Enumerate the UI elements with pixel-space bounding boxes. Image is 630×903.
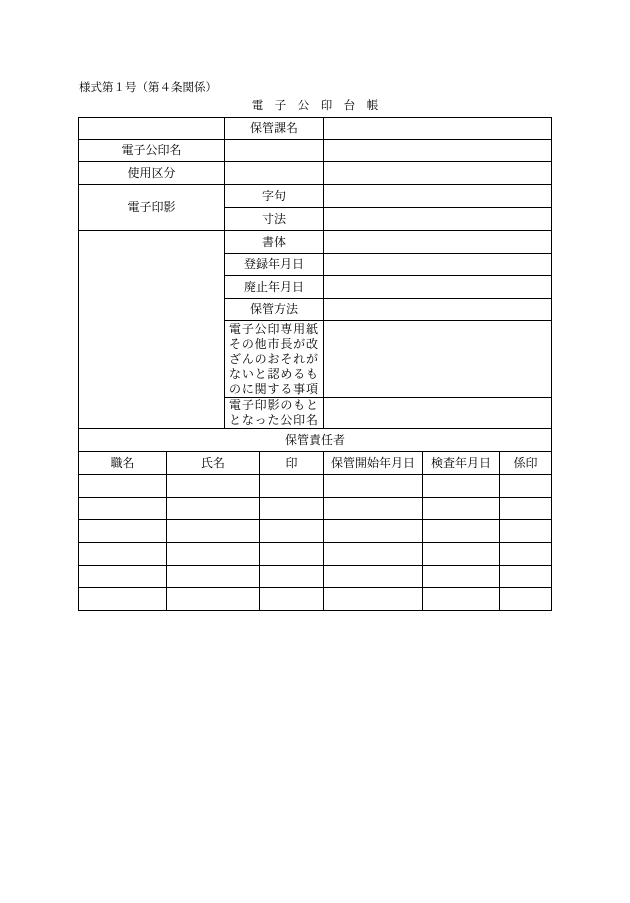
custodian-cell-seal (260, 588, 324, 611)
custodian-cell-inspection-date (423, 566, 500, 588)
custodian-cell-seal (260, 498, 324, 520)
custodian-cell-inspection-date (423, 498, 500, 520)
tamper-prevention-matters-label: 電子公印専用紙その他市長が改ざんのおそれがないと認めるものに関する事項 (229, 321, 318, 396)
custodian-cell-inspection-date (423, 588, 500, 611)
blank-cell (225, 162, 324, 185)
custodian-cell-clerk-seal (500, 588, 552, 611)
custodian-cell-clerk-seal (500, 543, 552, 566)
custodian-header-custody-start-date: 保管開始年月日 (324, 452, 423, 475)
custodian-cell-job-title (79, 543, 167, 566)
custodian-cell-inspection-date (423, 520, 500, 543)
custodian-cell-job-title (79, 566, 167, 588)
custodian-cell-custody-start-date (324, 520, 423, 543)
blank-cell (79, 231, 225, 429)
electronic-seal-register-table (78, 117, 552, 611)
custodian-header-seal: 印 (260, 452, 324, 475)
custodian-cell-name (167, 498, 260, 520)
usage-category-value (324, 162, 552, 185)
blank-cell (225, 140, 324, 162)
source-seal-name-cell (225, 398, 324, 429)
seal-impression-label: 電子印影 (79, 185, 225, 231)
custodian-cell-name (167, 543, 260, 566)
form-number: 様式第１号（第４条関係） (79, 82, 217, 94)
wording-value (324, 185, 552, 208)
custodian-cell-seal (260, 566, 324, 588)
seal-name-label: 電子公印名 (79, 140, 225, 162)
custodian-cell-name (167, 475, 260, 498)
registration-date-value (324, 254, 552, 276)
department-name-value (324, 118, 552, 140)
custodian-header-clerk-seal: 係印 (500, 452, 552, 475)
source-seal-name-label: 電子印影のもととなった公印名 (229, 398, 318, 427)
custodian-cell-clerk-seal (500, 475, 552, 498)
custodian-cell-job-title (79, 498, 167, 520)
custodian-cell-inspection-date (423, 543, 500, 566)
dimensions-value (324, 208, 552, 231)
custodian-cell-job-title (79, 588, 167, 611)
custodian-cell-seal (260, 520, 324, 543)
custodian-cell-clerk-seal (500, 566, 552, 588)
custodian-cell-job-title (79, 520, 167, 543)
storage-method-value (324, 299, 552, 321)
custodian-cell-name (167, 520, 260, 543)
custodian-header-name: 氏名 (167, 452, 260, 475)
custodian-header-job-title: 職名 (79, 452, 167, 475)
custodian-cell-custody-start-date (324, 543, 423, 566)
custodian-cell-seal (260, 543, 324, 566)
seal-name-value (324, 140, 552, 162)
typeface-value (324, 231, 552, 254)
custodian-cell-name (167, 566, 260, 588)
custodian-header-inspection-date: 検査年月日 (423, 452, 500, 475)
source-seal-name-value (324, 398, 552, 429)
document-title: 電 子 公 印 台 帳 (251, 100, 379, 112)
dimensions-label: 寸法 (225, 208, 324, 231)
custodian-cell-name (167, 588, 260, 611)
custodian-cell-custody-start-date (324, 475, 423, 498)
tamper-prevention-matters-value (324, 321, 552, 398)
abolition-date-label: 廃止年月日 (225, 276, 324, 299)
custodian-section-title: 保管責任者 (79, 429, 552, 452)
abolition-date-value (324, 276, 552, 299)
custodian-cell-custody-start-date (324, 588, 423, 611)
typeface-label: 書体 (225, 231, 324, 254)
custodian-cell-clerk-seal (500, 520, 552, 543)
blank-cell (79, 118, 225, 140)
custodian-cell-clerk-seal (500, 498, 552, 520)
custodian-cell-custody-start-date (324, 498, 423, 520)
storage-method-label: 保管方法 (225, 299, 324, 321)
usage-category-label: 使用区分 (79, 162, 225, 185)
registration-date-label: 登録年月日 (225, 254, 324, 276)
department-name-label: 保管課名 (225, 118, 324, 140)
custodian-cell-custody-start-date (324, 566, 423, 588)
custodian-cell-job-title (79, 475, 167, 498)
tamper-prevention-matters-cell (225, 321, 324, 398)
custodian-cell-seal (260, 475, 324, 498)
custodian-cell-inspection-date (423, 475, 500, 498)
wording-label: 字句 (225, 185, 324, 208)
